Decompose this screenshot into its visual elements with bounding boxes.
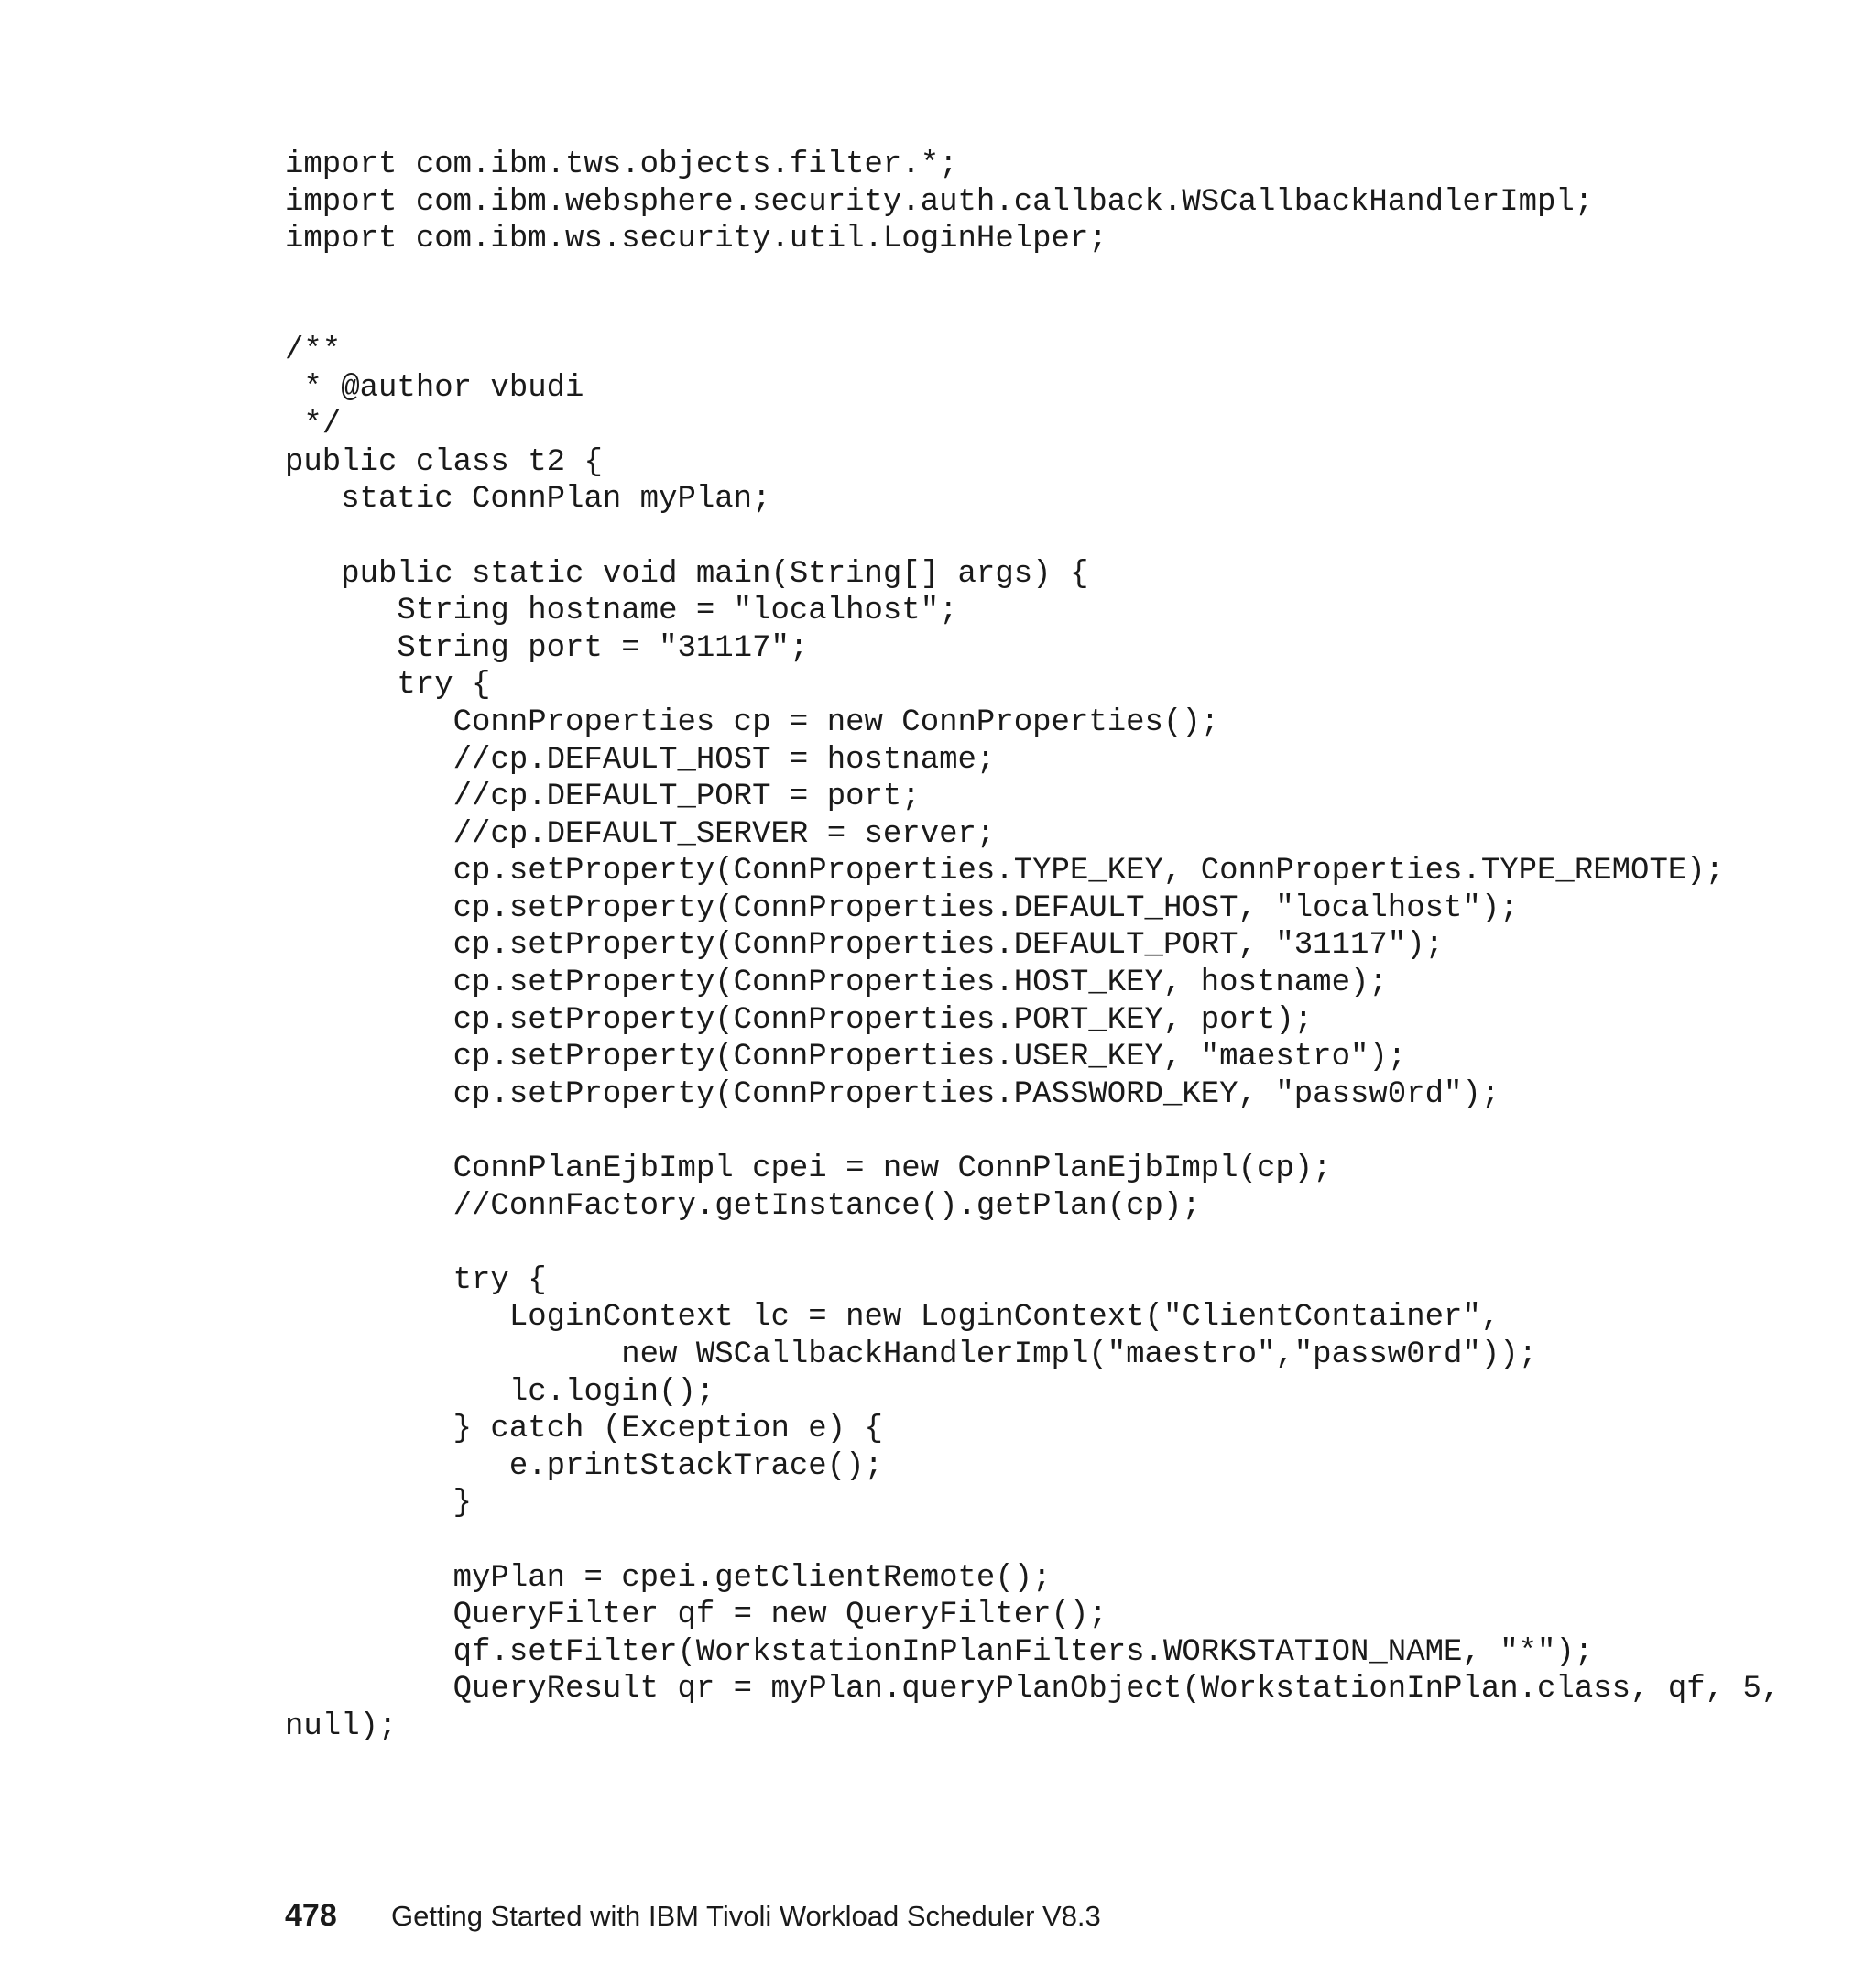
code-line: * @author vbudi (285, 370, 584, 406)
code-line (285, 518, 1780, 556)
page-number: 478 (285, 1898, 337, 1933)
code-line: cp.setProperty(ConnProperties.DEFAULT_HOST, "localhost"); (285, 890, 1519, 926)
code-line: cp.setProperty(ConnProperties.PASSWORD_KEY, "passw0rd"); (285, 1076, 1500, 1112)
code-line: import com.ibm.ws.security.util.LoginHelper; (285, 222, 1107, 257)
code-line: public static void main(String[] args) { (285, 556, 1089, 592)
code-line (285, 258, 1780, 296)
page-footer (285, 1898, 1101, 1934)
code-line: cp.setProperty(ConnProperties.TYPE_KEY, ConnProperties.TYPE_REMOTE); (285, 854, 1725, 889)
code-line: cp.setProperty(ConnProperties.DEFAULT_PORT, "31117"); (285, 928, 1445, 964)
code-line: static ConnPlan myPlan; (285, 482, 771, 518)
code-line: import com.ibm.tws.objects.filter.*; (285, 147, 958, 182)
code-line: LoginContext lc = new LoginContext("ClientContainer", (285, 1300, 1500, 1336)
code-line: //cp.DEFAULT_SERVER = server; (285, 816, 996, 852)
code-line: cp.setProperty(ConnProperties.HOST_KEY, hostname); (285, 966, 1388, 1001)
book-title: Getting Started with IBM Tivoli Workload Scheduler V8.3 (391, 1900, 1101, 1932)
code-line: //cp.DEFAULT_PORT = port; (285, 780, 921, 815)
code-line: ConnPlanEjbImpl cpei = new ConnPlanEjbImpl(cp); (285, 1151, 1332, 1187)
code-line: cp.setProperty(ConnProperties.PORT_KEY, port); (285, 1002, 1314, 1038)
code-line: qf.setFilter(WorkstationInPlanFilters.WORKSTATION_NAME, "*"); (285, 1634, 1594, 1670)
code-line: public class t2 { (285, 444, 603, 480)
code-line: String hostname = "localhost"; (285, 594, 958, 629)
code-line: } catch (Exception e) { (285, 1412, 883, 1447)
code-line: try { (285, 668, 491, 704)
code-line: ConnProperties cp = new ConnProperties(); (285, 704, 1220, 740)
code-line: new WSCallbackHandlerImpl("maestro","passw0rd")); (285, 1337, 1538, 1372)
code-line: } (285, 1486, 473, 1522)
code-line: QueryFilter qf = new QueryFilter(); (285, 1598, 1107, 1633)
code-line (285, 1522, 1780, 1560)
code-line: null); (285, 1708, 398, 1744)
code-listing (285, 147, 1780, 1746)
code-line: QueryResult qr = myPlan.queryPlanObject(WorkstationInPlan.class, qf, 5, (285, 1672, 1781, 1708)
code-line: myPlan = cpei.getClientRemote(); (285, 1560, 1052, 1596)
code-line: */ (285, 408, 342, 443)
code-line: lc.login(); (285, 1374, 715, 1410)
code-line: e.printStackTrace(); (285, 1448, 883, 1484)
code-line (285, 295, 1780, 333)
code-line: //ConnFactory.getInstance().getPlan(cp); (285, 1188, 1201, 1224)
code-line: /** (285, 333, 342, 368)
code-line: String port = "31117"; (285, 630, 809, 666)
code-line: try { (285, 1262, 547, 1298)
code-line: //cp.DEFAULT_HOST = hostname; (285, 742, 996, 778)
code-line (285, 1225, 1780, 1262)
code-line: import com.ibm.websphere.security.auth.callback.WSCallbackHandlerImpl; (285, 184, 1594, 220)
code-line: cp.setProperty(ConnProperties.USER_KEY, "maestro"); (285, 1040, 1407, 1075)
code-line (285, 1113, 1780, 1151)
